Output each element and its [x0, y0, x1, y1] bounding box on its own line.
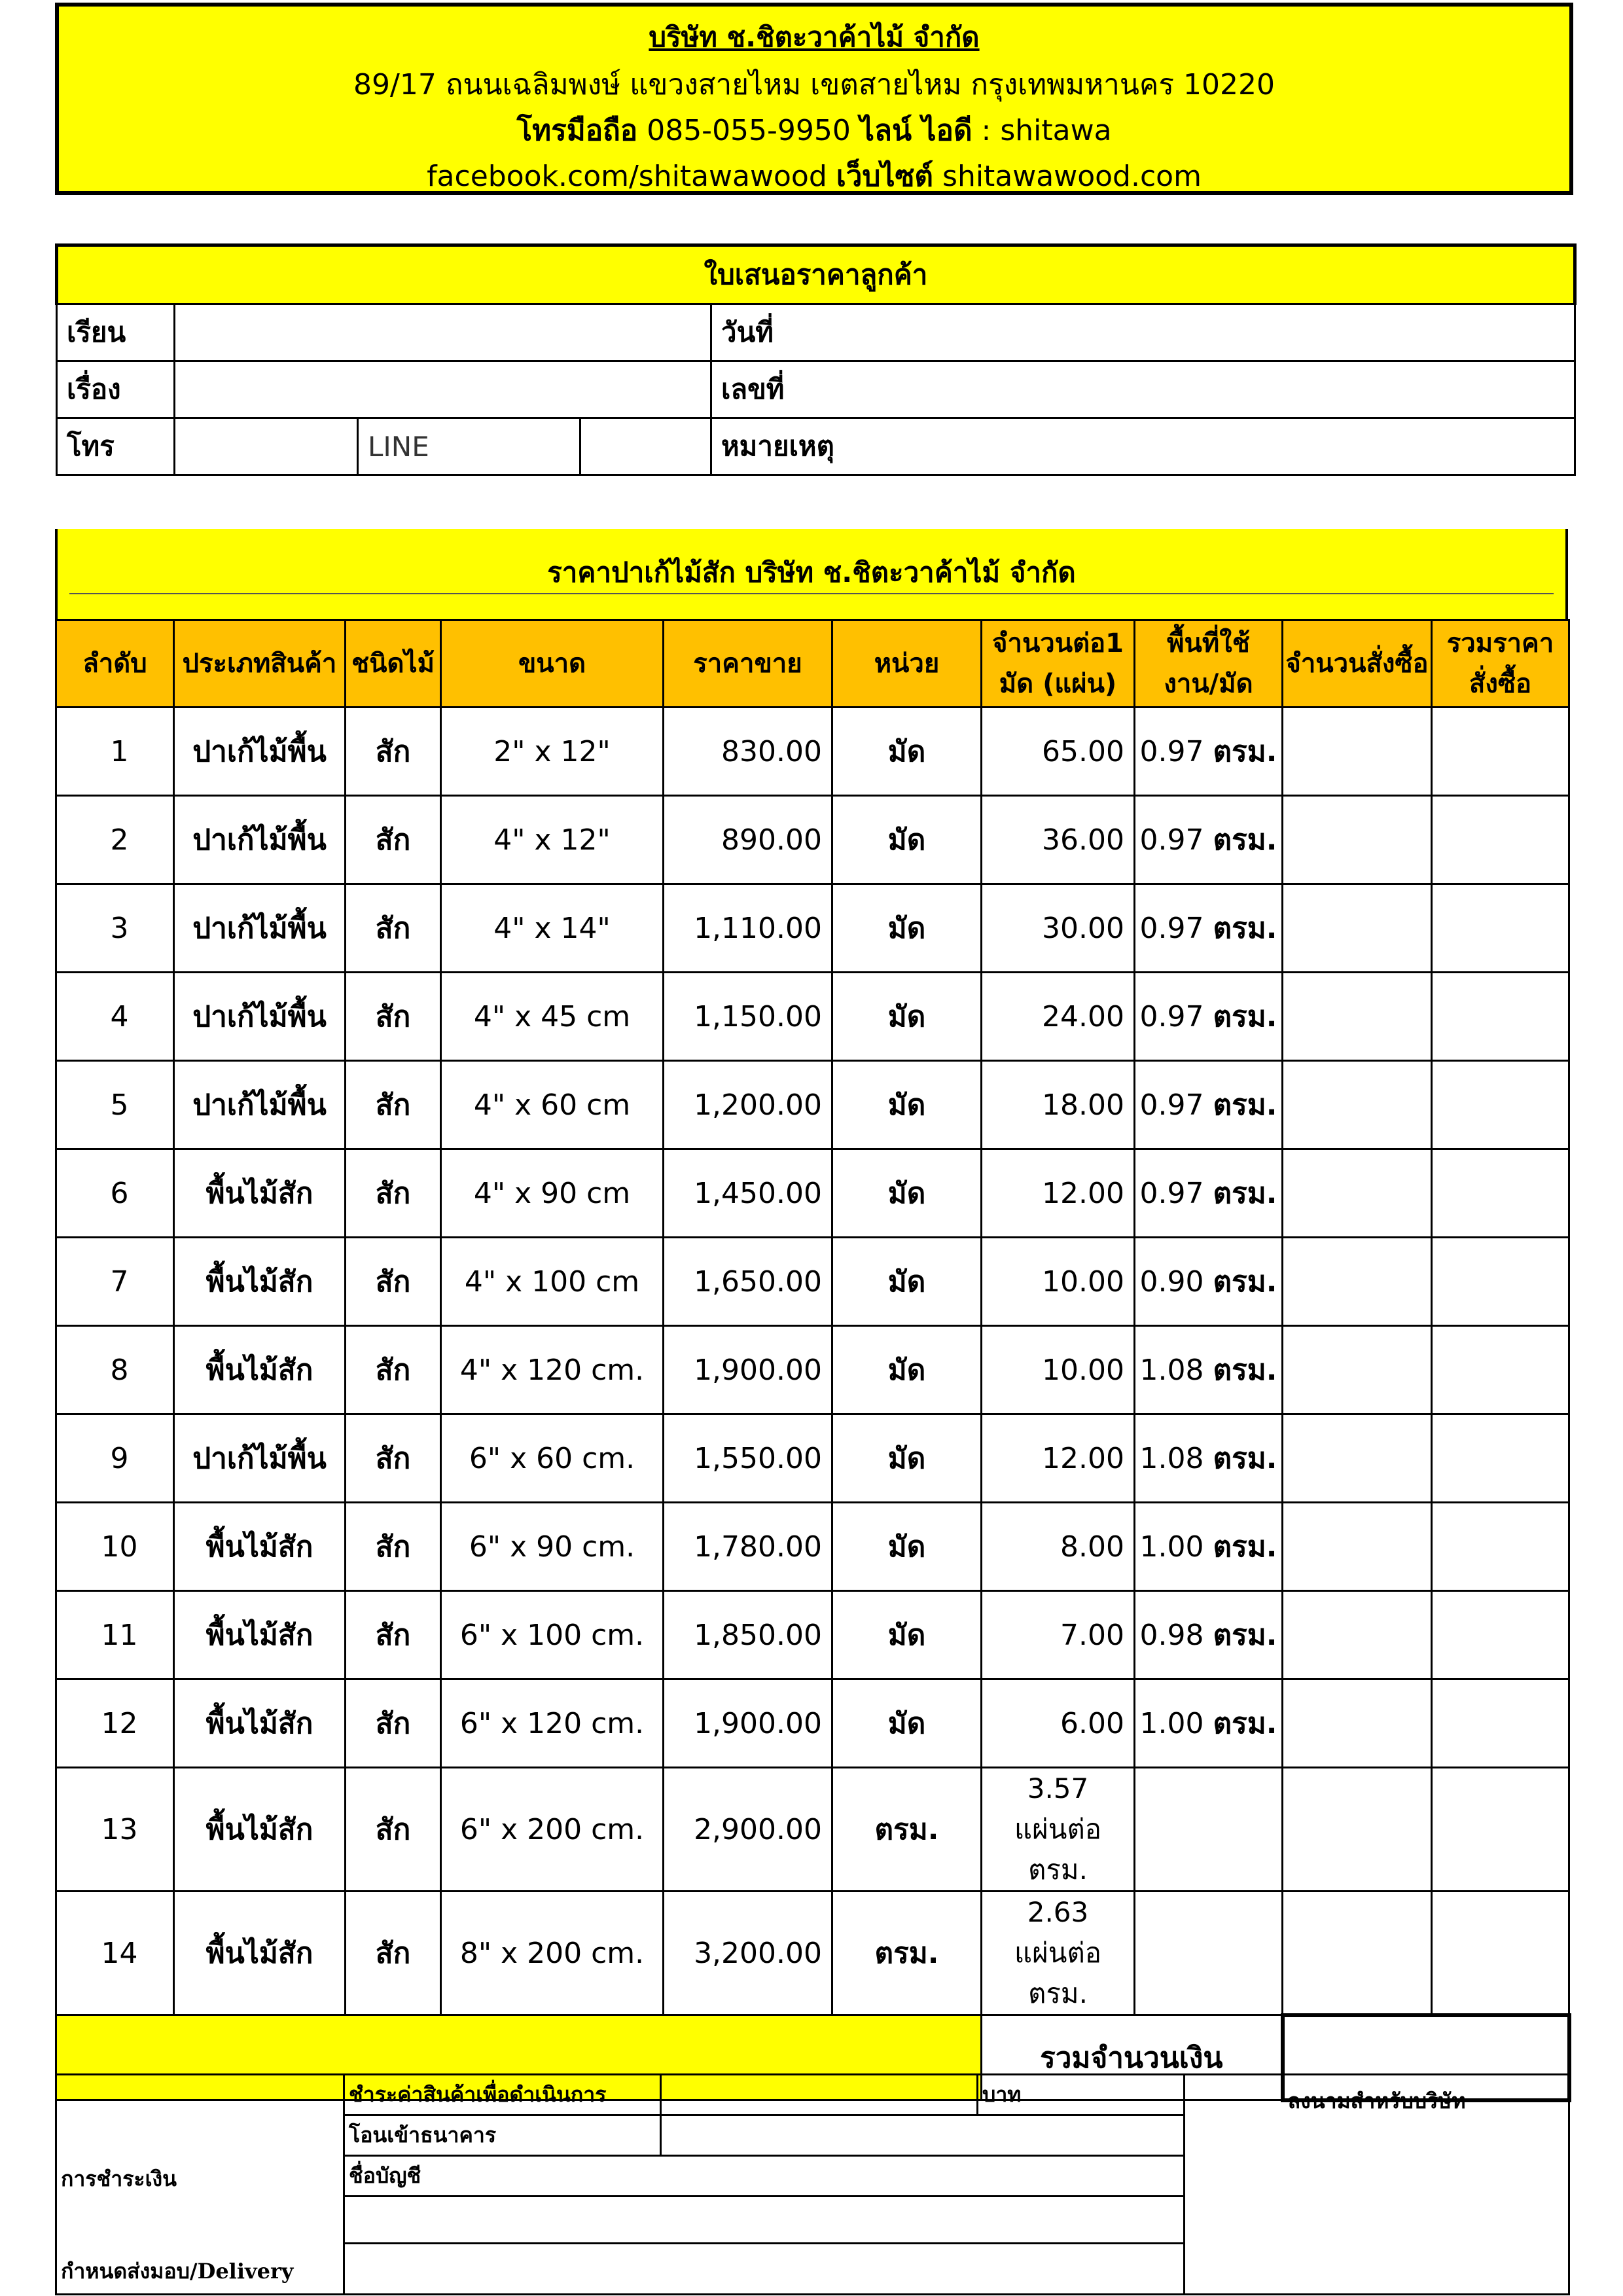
row-qty: 36.00 [982, 796, 1135, 884]
header-total-line2: สั่งซื้อ [1469, 669, 1532, 699]
row-no: 4 [56, 973, 174, 1061]
row-area [1135, 884, 1283, 973]
pay-label-cell [56, 2075, 344, 2244]
row-wood: สัก [346, 1061, 441, 1149]
header-type: ประเภทสินค้า [174, 620, 346, 708]
row-order-field[interactable] [1283, 1414, 1432, 1503]
row-unit: ตรม. [832, 1892, 982, 2015]
phone-label: โทรมือถือ [516, 114, 638, 147]
row-total-field[interactable] [1432, 796, 1569, 884]
row-price: 3,200.00 [664, 1892, 832, 2015]
row-wood: สัก [346, 1326, 441, 1414]
row-area-value: 0.98 [1139, 1619, 1204, 1652]
row-unit: มัด [832, 1238, 982, 1326]
row-order-field[interactable] [1283, 1238, 1432, 1326]
facebook-link: facebook.com/shitawawood [427, 160, 827, 193]
title-divider [69, 593, 1554, 594]
row-type: ปาเก้ไม้พื้น [174, 708, 346, 796]
signature-label: ลงนามสำหรับบริษัท [1287, 2089, 1466, 2113]
header-qty-line2: มัด (แผ่น) [999, 669, 1117, 699]
row-order-field[interactable] [1283, 1892, 1432, 2015]
row-wood: สัก [346, 1591, 441, 1679]
account-field[interactable] [344, 2197, 1185, 2244]
row-area-unit: ตรม. [1213, 1707, 1277, 1740]
header-qty-line1: จำนวนต่อ1 [992, 628, 1124, 658]
row-area-value: 0.97 [1139, 1177, 1204, 1210]
row-wood: สัก [346, 1149, 441, 1238]
row-size: 4" x 120 cm. [441, 1326, 664, 1414]
transfer-field[interactable] [661, 2115, 1185, 2156]
row-wood: สัก [346, 1768, 441, 1892]
header-order: จำนวนสั่งซื้อ [1283, 620, 1432, 708]
row-order-field[interactable] [1283, 884, 1432, 973]
line-id: : shitawa [981, 114, 1112, 147]
row-area-unit: ตรม. [1213, 735, 1277, 768]
row-total-field[interactable] [1432, 1679, 1569, 1768]
row-wood: สัก [346, 708, 441, 796]
row-total-field[interactable] [1432, 1238, 1569, 1326]
row-area [1135, 1414, 1283, 1503]
line-field-label: LINE [358, 418, 580, 475]
row-no: 2 [56, 796, 174, 884]
header-qty [982, 620, 1135, 708]
row-no: 5 [56, 1061, 174, 1149]
row-order-field[interactable] [1283, 1679, 1432, 1768]
row-area [1135, 1679, 1283, 1768]
row-no: 3 [56, 884, 174, 973]
row-price: 1,780.00 [664, 1503, 832, 1591]
price-table-title-bar [55, 529, 1568, 619]
row-type: พื้นไม้สัก [174, 1768, 346, 1892]
company-address: 89/17 ถนนเฉลิมพงษ์ แขวงสายไหม เขตสายไหม กรุงเทพมหานคร 10220 [353, 68, 1275, 101]
row-area [1135, 1892, 1283, 2015]
row-price: 1,850.00 [664, 1591, 832, 1679]
row-wood: สัก [346, 1238, 441, 1326]
row-qty-note: แผ่นต่อ ตรม. [1014, 1937, 1101, 2009]
row-size: 6" x 100 cm. [441, 1591, 664, 1679]
row-unit: มัด [832, 1414, 982, 1503]
header-total [1432, 620, 1569, 708]
row-area [1135, 973, 1283, 1061]
row-area-value: 1.00 [1139, 1707, 1204, 1740]
number-label: เลขที่ [711, 361, 1575, 418]
row-qty: 7.00 [982, 1591, 1135, 1679]
row-order-field[interactable] [1283, 1061, 1432, 1149]
row-price: 830.00 [664, 708, 832, 796]
row-size: 8" x 200 cm. [441, 1892, 664, 2015]
row-size: 4" x 90 cm [441, 1149, 664, 1238]
row-price: 1,650.00 [664, 1238, 832, 1326]
row-no: 14 [56, 1892, 174, 2015]
row-qty: 10.00 [982, 1326, 1135, 1414]
row-area-unit: ตรม. [1213, 1530, 1277, 1564]
row-type: พื้นไม้สัก [174, 1503, 346, 1591]
row-unit: มัด [832, 884, 982, 973]
row-area [1135, 1149, 1283, 1238]
row-area [1135, 1061, 1283, 1149]
row-order-field[interactable] [1283, 708, 1432, 796]
company-contact [59, 107, 1569, 153]
row-wood: สัก [346, 1679, 441, 1768]
header-size: ขนาด [441, 620, 664, 708]
row-price: 1,450.00 [664, 1149, 832, 1238]
table-row [56, 708, 1569, 796]
row-total-field[interactable] [1432, 1768, 1569, 1892]
row-qty: 65.00 [982, 708, 1135, 796]
row-wood: สัก [346, 1892, 441, 2015]
row-no: 9 [56, 1414, 174, 1503]
row-qty: 10.00 [982, 1238, 1135, 1326]
row-unit: มัด [832, 796, 982, 884]
row-order-field[interactable] [1283, 973, 1432, 1061]
row-type: พื้นไม้สัก [174, 1679, 346, 1768]
row-area-unit: ตรม. [1213, 1000, 1277, 1033]
row-size: 4" x 14" [441, 884, 664, 973]
signature-cell [1185, 2075, 1569, 2295]
row-area-value: 0.90 [1139, 1265, 1204, 1299]
row-area-value: 0.97 [1139, 823, 1204, 857]
account-name-row [344, 2156, 1185, 2197]
row-area-unit: ตรม. [1213, 912, 1277, 945]
company-header [55, 3, 1573, 195]
row-type: ปาเก้ไม้พื้น [174, 1061, 346, 1149]
row-unit: มัด [832, 1149, 982, 1238]
row-size: 4" x 45 cm [441, 973, 664, 1061]
payment-table [55, 2073, 1570, 2295]
row-total-field[interactable] [1432, 1414, 1569, 1503]
company-web [59, 153, 1569, 199]
row-unit: ตรม. [832, 1768, 982, 1892]
delivery-cell [56, 2244, 344, 2295]
baht-label: บาท [978, 2075, 1185, 2115]
row-type: พื้นไม้สัก [174, 1326, 346, 1414]
row-wood: สัก [346, 884, 441, 973]
pay-label: การชำระเงิน [61, 2166, 177, 2191]
table-row [56, 973, 1569, 1061]
transfer-label: โอนเข้าธนาคาร [344, 2115, 661, 2156]
row-unit: มัด [832, 1591, 982, 1679]
subject-label: เรื่อง [57, 361, 175, 418]
row-size: 6" x 120 cm. [441, 1679, 664, 1768]
row-area-unit: ตรม. [1213, 1265, 1277, 1299]
row-type: ปาเก้ไม้พื้น [174, 884, 346, 973]
row-area [1135, 1238, 1283, 1326]
row-area-value: 0.97 [1139, 1088, 1204, 1122]
row-area-unit: ตรม. [1213, 1088, 1277, 1122]
total-label: รวมจำนวนเงิน [982, 2015, 1283, 2100]
row-area-value: 1.08 [1139, 1442, 1204, 1475]
row-area [1135, 1768, 1283, 1892]
table-row [56, 1679, 1569, 1768]
row-qty [982, 1768, 1135, 1892]
row-total-field[interactable] [1432, 1591, 1569, 1679]
row-area-unit: ตรม. [1213, 1619, 1277, 1652]
line-field[interactable] [580, 418, 711, 475]
row-qty-note: แผ่นต่อ ตรม. [1014, 1813, 1101, 1886]
table-row [56, 796, 1569, 884]
row-area-unit: ตรม. [1213, 1354, 1277, 1387]
row-type: พื้นไม้สัก [174, 1149, 346, 1238]
row-qty: 8.00 [982, 1503, 1135, 1591]
row-order-field[interactable] [1283, 1591, 1432, 1679]
row-area-value: 0.97 [1139, 735, 1204, 768]
quote-title: ใบเสนอราคาลูกค้า [57, 245, 1575, 304]
price-table-header [56, 620, 1569, 708]
row-wood: สัก [346, 1414, 441, 1503]
quote-info-table [55, 243, 1577, 476]
row-order-field[interactable] [1283, 1768, 1432, 1892]
row-type: ปาเก้ไม้พื้น [174, 796, 346, 884]
row-total-field[interactable] [1432, 708, 1569, 796]
row-total-field[interactable] [1432, 884, 1569, 973]
row-qty: 24.00 [982, 973, 1135, 1061]
row-no: 8 [56, 1326, 174, 1414]
row-qty: 30.00 [982, 884, 1135, 973]
row-price: 2,900.00 [664, 1768, 832, 1892]
table-row [56, 884, 1569, 973]
row-area [1135, 1503, 1283, 1591]
header-area [1135, 620, 1283, 708]
delivery-label: กำหนดส่งมอบ/Delivery [61, 2259, 294, 2284]
subject-field[interactable] [175, 361, 711, 418]
table-row [56, 1892, 1569, 2015]
row-price: 1,900.00 [664, 1326, 832, 1414]
row-no: 12 [56, 1679, 174, 1768]
header-price: ราคาขาย [664, 620, 832, 708]
row-qty: 12.00 [982, 1149, 1135, 1238]
row-qty: 18.00 [982, 1061, 1135, 1149]
row-no: 11 [56, 1591, 174, 1679]
row-wood: สัก [346, 1503, 441, 1591]
header-area-line1: พื้นที่ใช้ [1167, 628, 1250, 658]
phone-number: 085-055-9950 [647, 114, 851, 147]
row-no: 7 [56, 1238, 174, 1326]
tel-label: โทร [57, 418, 175, 475]
row-type: พื้นไม้สัก [174, 1238, 346, 1326]
row-qty: 12.00 [982, 1414, 1135, 1503]
row-size: 2" x 12" [441, 708, 664, 796]
row-qty: 6.00 [982, 1679, 1135, 1768]
row-area [1135, 708, 1283, 796]
table-row [56, 1503, 1569, 1591]
to-label: เรียน [57, 304, 175, 361]
to-field[interactable] [175, 304, 711, 361]
row-area-value: 0.97 [1139, 912, 1204, 945]
row-order-field[interactable] [1283, 1326, 1432, 1414]
row-no: 13 [56, 1768, 174, 1892]
row-total-field[interactable] [1432, 1061, 1569, 1149]
header-wood: ชนิดไม้ [346, 620, 441, 708]
website-label: เว็บไซต์ [836, 160, 934, 193]
row-total-field[interactable] [1432, 1326, 1569, 1414]
row-order-field[interactable] [1283, 1503, 1432, 1591]
delivery-field[interactable] [344, 2244, 1185, 2295]
row-price: 1,900.00 [664, 1679, 832, 1768]
row-no: 10 [56, 1503, 174, 1591]
row-order-field[interactable] [1283, 1149, 1432, 1238]
row-order-field[interactable] [1283, 796, 1432, 884]
row-size: 4" x 12" [441, 796, 664, 884]
row-no: 1 [56, 708, 174, 796]
row-unit: มัด [832, 708, 982, 796]
table-row [56, 1326, 1569, 1414]
header-total-line1: รวมราคา [1446, 628, 1554, 658]
website-link: shitawawood.com [942, 160, 1202, 193]
pay-for-label: ชำระค่าสินค้าเพื่อดำเนินการ [344, 2075, 661, 2115]
row-type: พื้นไม้สัก [174, 1892, 346, 2015]
line-label: ไลน์ ไอดี [859, 114, 972, 147]
tel-field[interactable] [175, 418, 358, 475]
table-row [56, 1414, 1569, 1503]
row-unit: มัด [832, 1326, 982, 1414]
row-total-field[interactable] [1432, 1149, 1569, 1238]
row-total-field[interactable] [1432, 1503, 1569, 1591]
row-area-value: 0.97 [1139, 1000, 1204, 1033]
row-wood: สัก [346, 973, 441, 1061]
row-area-unit: ตรม. [1213, 823, 1277, 857]
table-row [56, 1061, 1569, 1149]
row-area-value: 1.00 [1139, 1530, 1204, 1564]
row-total-field[interactable] [1432, 1892, 1569, 2015]
row-unit: มัด [832, 1679, 982, 1768]
row-qty-value: 3.57 [1027, 1772, 1089, 1804]
row-price: 1,200.00 [664, 1061, 832, 1149]
company-name: บริษัท ช.ชิตะวาค้าไม้ จำกัด [649, 21, 980, 53]
row-area [1135, 1326, 1283, 1414]
header-no: ลำดับ [56, 620, 174, 708]
pay-amount-field[interactable] [661, 2075, 978, 2115]
account-name-label: ชื่อบัญชี [349, 2163, 421, 2188]
table-row [56, 1238, 1569, 1326]
row-price: 1,550.00 [664, 1414, 832, 1503]
row-qty-value: 2.63 [1027, 1896, 1089, 1928]
row-price: 890.00 [664, 796, 832, 884]
table-row [56, 1149, 1569, 1238]
row-area [1135, 1591, 1283, 1679]
row-area-unit: ตรม. [1213, 1177, 1277, 1210]
note-label: หมายเหตุ [711, 418, 1575, 475]
price-table-title: ราคาปาเก้ไม้สัก บริษัท ช.ชิตะวาค้าไม้ จำกัด [547, 556, 1076, 588]
row-unit: มัด [832, 1503, 982, 1591]
header-unit: หน่วย [832, 620, 982, 708]
row-size: 4" x 100 cm [441, 1238, 664, 1326]
row-price: 1,110.00 [664, 884, 832, 973]
row-no: 6 [56, 1149, 174, 1238]
row-unit: มัด [832, 973, 982, 1061]
row-type: ปาเก้ไม้พื้น [174, 973, 346, 1061]
header-area-line2: งาน/มัด [1164, 669, 1253, 699]
row-type: ปาเก้ไม้พื้น [174, 1414, 346, 1503]
row-unit: มัด [832, 1061, 982, 1149]
row-size: 4" x 60 cm [441, 1061, 664, 1149]
row-total-field[interactable] [1432, 973, 1569, 1061]
date-label: วันที่ [711, 304, 1575, 361]
row-size: 6" x 60 cm. [441, 1414, 664, 1503]
row-area [1135, 796, 1283, 884]
row-size: 6" x 200 cm. [441, 1768, 664, 1892]
row-type: พื้นไม้สัก [174, 1591, 346, 1679]
row-area-unit: ตรม. [1213, 1442, 1277, 1475]
row-area-value: 1.08 [1139, 1354, 1204, 1387]
table-row [56, 1591, 1569, 1679]
row-price: 1,150.00 [664, 973, 832, 1061]
price-table [55, 619, 1571, 2102]
row-qty [982, 1892, 1135, 2015]
row-size: 6" x 90 cm. [441, 1503, 664, 1591]
row-wood: สัก [346, 796, 441, 884]
table-row [56, 1768, 1569, 1892]
